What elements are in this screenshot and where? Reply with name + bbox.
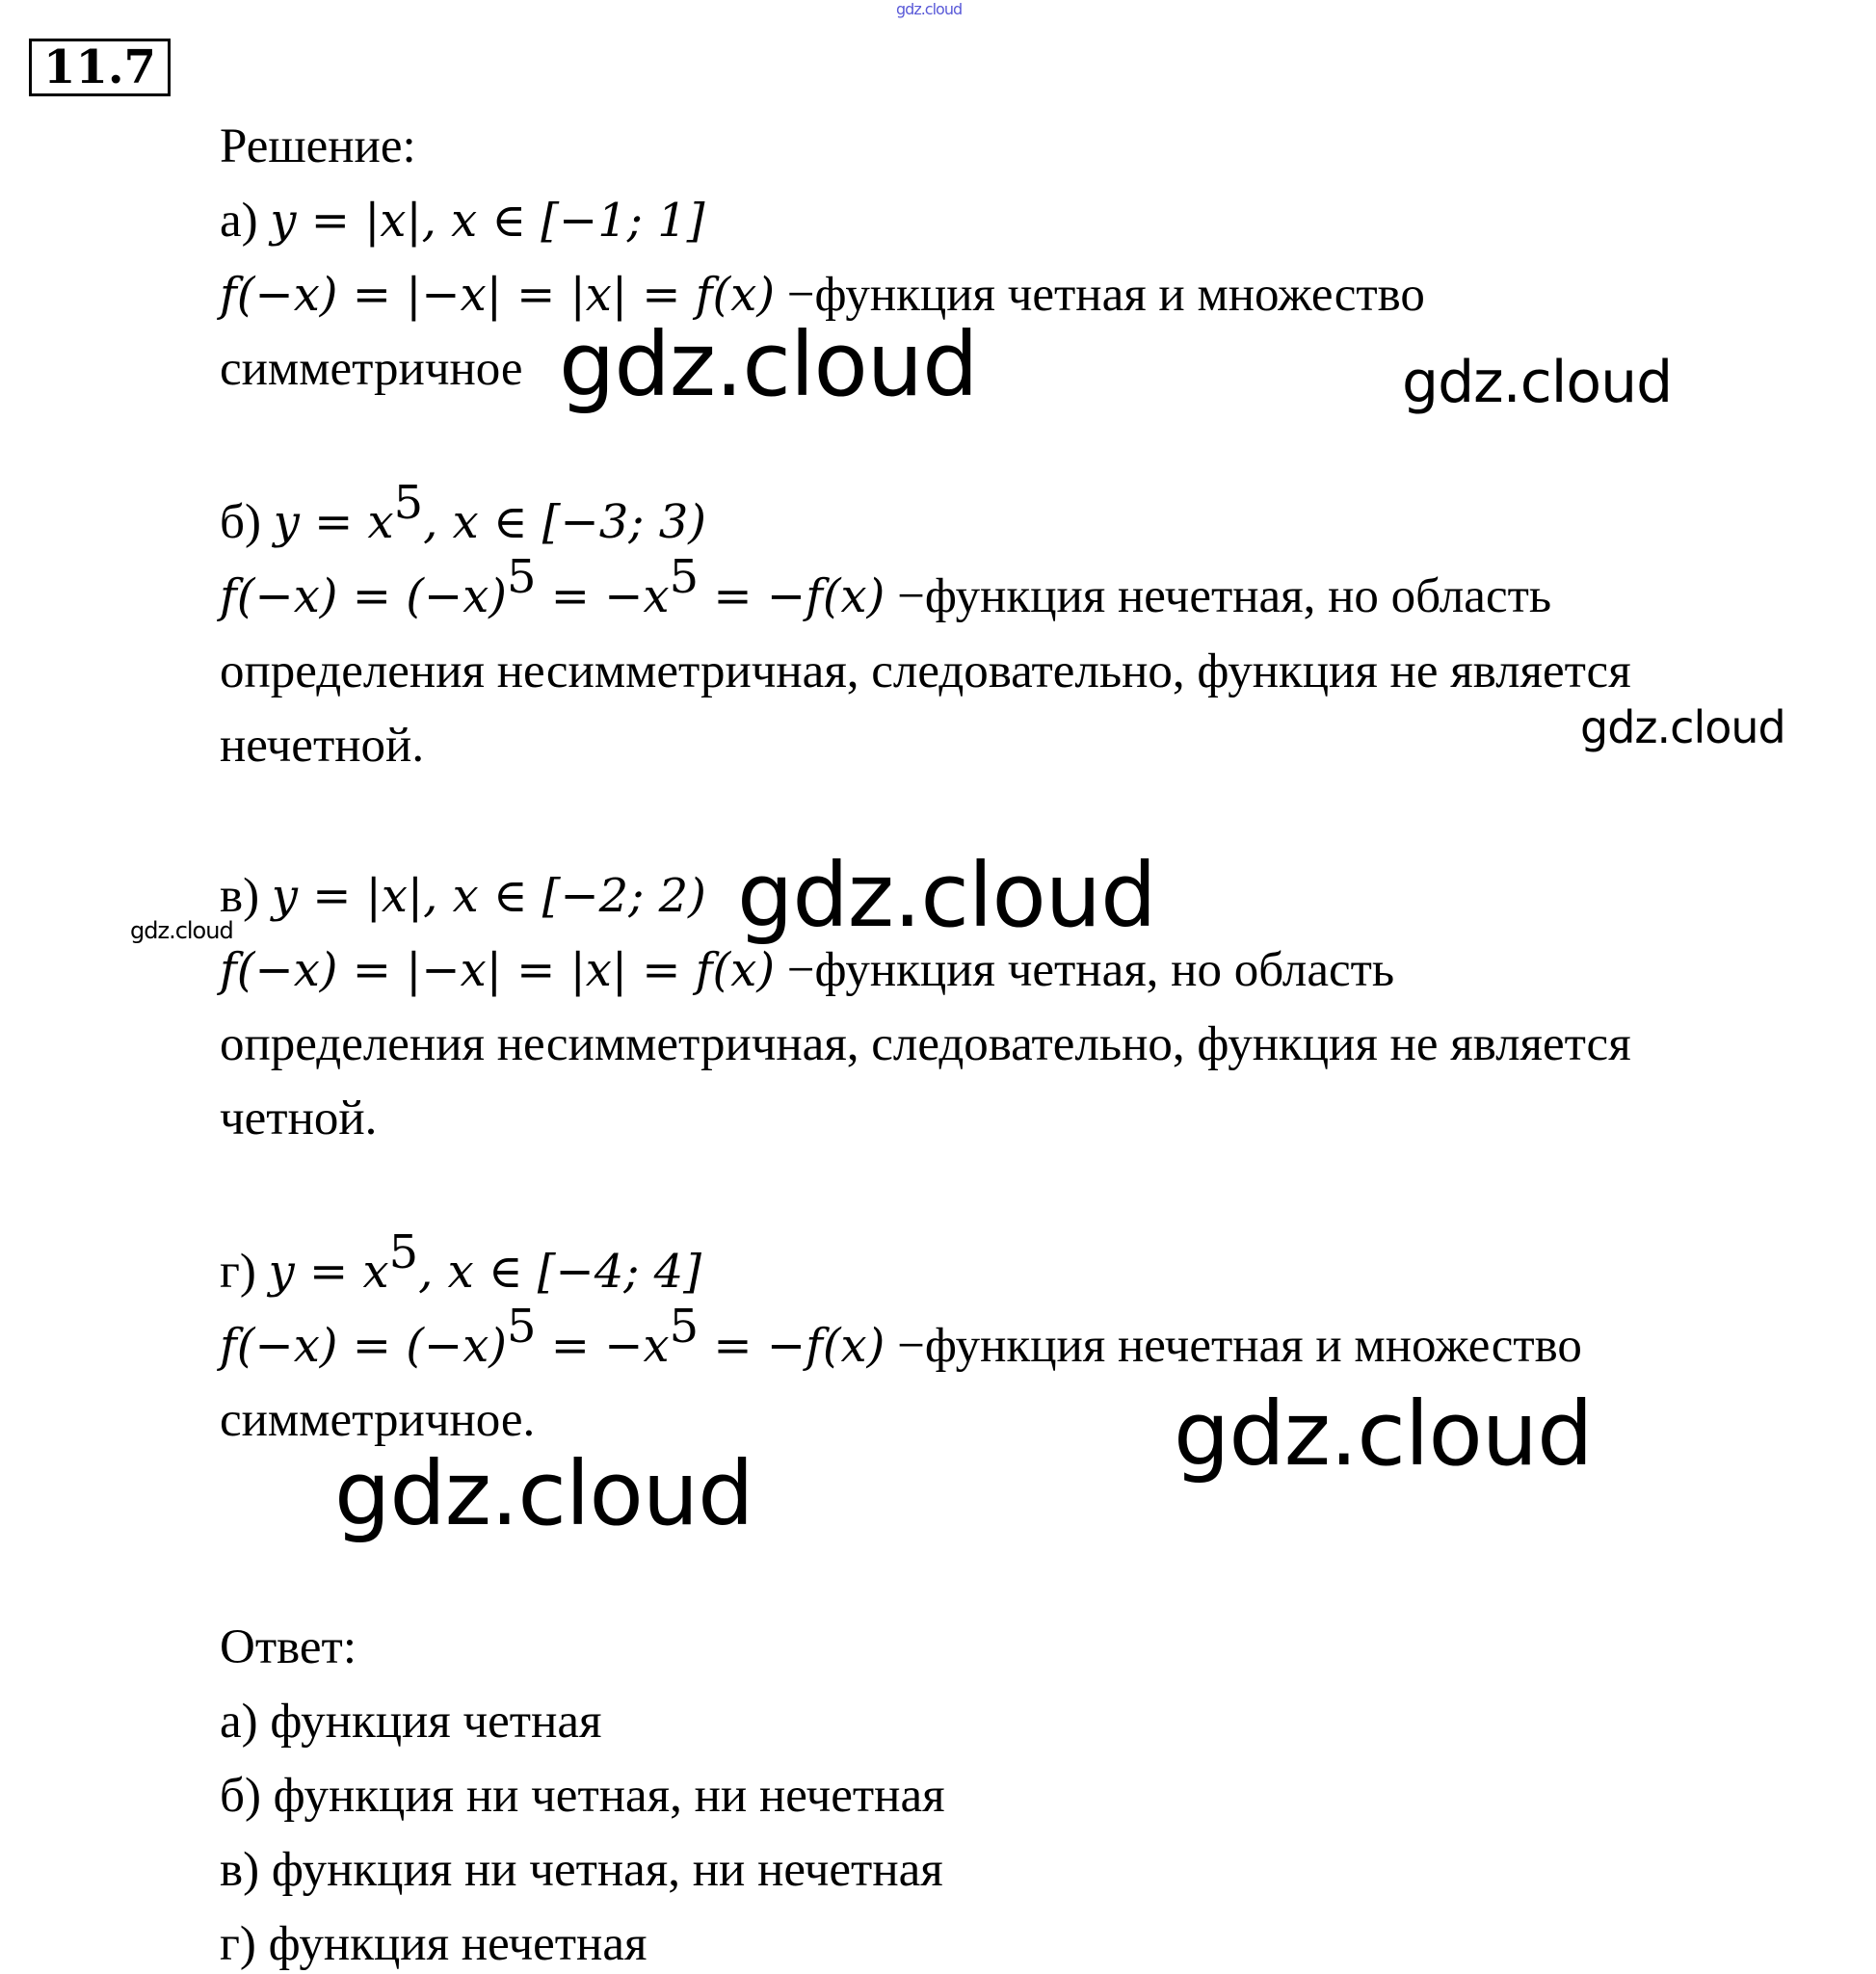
part-a-text1: −функция четная и множество: [786, 268, 1425, 322]
answer-label: Ответ:: [220, 1620, 357, 1674]
answer-item: в) функция ни четная, ни нечетная: [220, 1843, 943, 1897]
part-d-func-pre: y = x: [268, 1245, 389, 1299]
part-b-function: [220, 476, 706, 551]
answer-item: г) функция нечетная: [220, 1917, 647, 1971]
part-b-func-exp: 5: [393, 476, 424, 530]
part-b-text3: нечетной.: [220, 719, 425, 773]
answer-item: а) функция четная: [220, 1695, 602, 1749]
watermark: gdz.cloud: [130, 917, 233, 944]
part-a-function: [220, 192, 704, 250]
part-d-text2: симметричное.: [220, 1393, 536, 1447]
part-b-func-post: , x ∈ [−3; 3): [423, 495, 706, 549]
part-b-func-pre: y = x: [273, 495, 394, 549]
watermark: gdz.cloud: [334, 1442, 753, 1545]
part-b-text2: определения несимметричная, следовательно, функция не является: [220, 645, 1631, 698]
task-number: 11.7: [29, 39, 171, 96]
part-b-proof-2: = −x: [536, 569, 670, 623]
watermark: gdz.cloud: [559, 313, 978, 416]
part-b-text1: −функция нечетная, но область: [897, 569, 1552, 623]
part-c-func: y = |x|, x ∈ [−2; 2): [271, 869, 706, 923]
part-d-text1: −функция нечетная и множество: [897, 1319, 1582, 1373]
part-c-function: [220, 867, 706, 925]
part-c-label: в): [220, 869, 260, 923]
part-b-proof-3: = −f(x): [699, 569, 885, 623]
watermark-top: gdz.cloud: [896, 0, 963, 18]
part-d-proof-1: f(−x) = (−x): [220, 1319, 507, 1373]
part-d-proof-exp1: 5: [506, 1300, 537, 1354]
solution-label: Решение:: [220, 119, 416, 173]
part-d-func-exp: 5: [388, 1225, 419, 1279]
watermark: gdz.cloud: [737, 844, 1156, 947]
part-a-text2: симметричное: [220, 342, 523, 396]
part-d-proof-line: [220, 1300, 1582, 1375]
watermark: gdz.cloud: [1174, 1382, 1593, 1486]
part-a-proof: f(−x) = |−x| = |x| = f(x): [220, 268, 776, 322]
part-c-proof-line: [220, 941, 1394, 999]
part-b-proof-exp1: 5: [506, 550, 537, 604]
part-b-label: б): [220, 495, 261, 549]
watermark: gdz.cloud: [1402, 349, 1673, 416]
part-b-proof-exp2: 5: [669, 550, 700, 604]
part-a-func: y = |x|, x ∈ [−1; 1]: [270, 194, 705, 248]
watermark: gdz.cloud: [1580, 701, 1785, 753]
part-a-label: а): [220, 194, 258, 248]
part-c-text1: −функция четная, но область: [786, 943, 1395, 997]
part-d-function: [220, 1225, 701, 1301]
part-d-label: г): [220, 1245, 256, 1299]
part-d-func-post: , x ∈ [−4; 4]: [418, 1245, 701, 1299]
part-c-text2: определения несимметричная, следовательно, функция не является: [220, 1017, 1631, 1071]
part-d-proof-exp2: 5: [669, 1300, 700, 1354]
answer-item: б) функция ни четная, ни нечетная: [220, 1769, 945, 1823]
part-b-proof-line: [220, 550, 1552, 625]
part-b-proof-1: f(−x) = (−x): [220, 569, 507, 623]
part-d-proof-3: = −f(x): [699, 1319, 885, 1373]
part-d-proof-2: = −x: [536, 1319, 670, 1373]
part-c-proof: f(−x) = |−x| = |x| = f(x): [220, 943, 776, 997]
part-c-text3: четной.: [220, 1092, 378, 1145]
